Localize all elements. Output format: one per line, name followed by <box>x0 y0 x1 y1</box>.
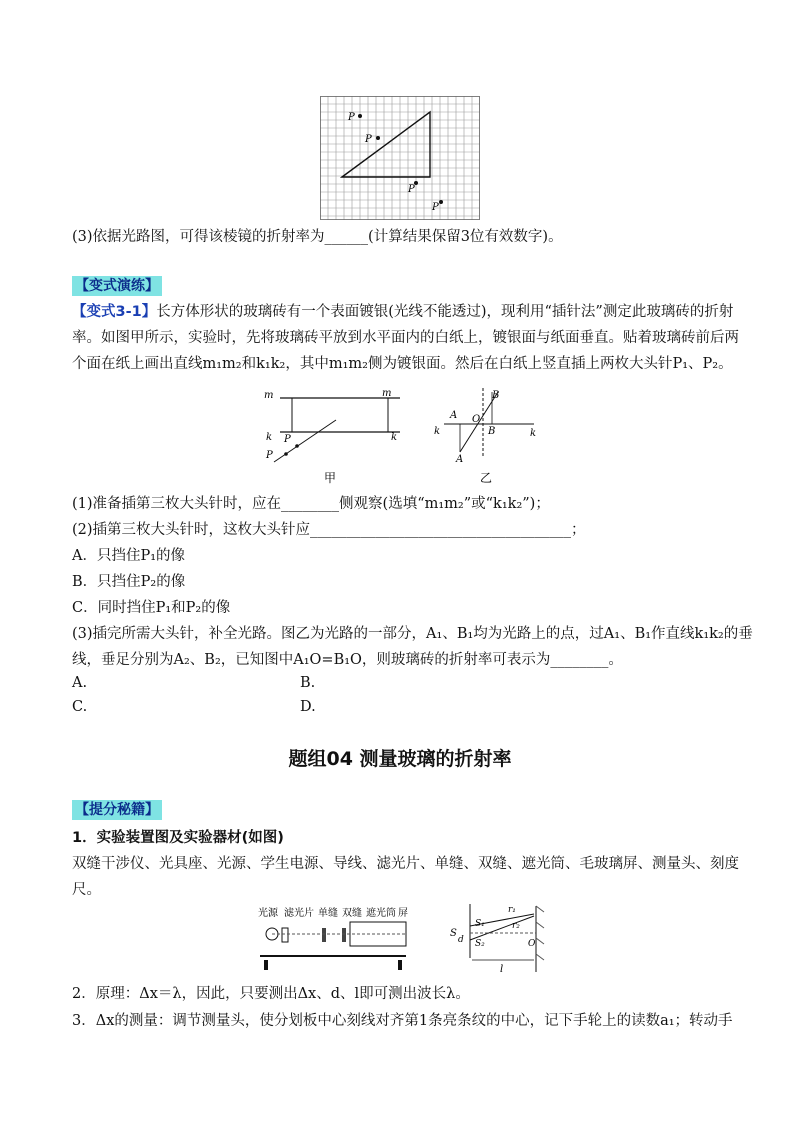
svg-text:k: k <box>391 432 398 443</box>
svg-text:r₁: r₁ <box>508 905 516 915</box>
answer-d: D. <box>300 699 316 715</box>
option-c: C．同时挡住P₁和P₂的像 <box>72 600 231 616</box>
caption-jia: 甲 <box>324 471 337 485</box>
question-1: (1)准备插第三枚大头针时，应在________侧观察(选填“m₁m₂”或“k₁k₂”)； <box>72 496 550 512</box>
option-b: B．只挡住P₂的像 <box>72 574 186 590</box>
section-1-line1: 双缝干涉仪、光具座、光源、学生电源、导线、滤光片、单缝、双缝、遮光筒、毛玻璃屏、测量头、刻度 <box>72 856 739 872</box>
figure-yi <box>432 384 542 488</box>
svg-text:B: B <box>492 390 500 401</box>
svg-text:A: A <box>456 454 464 465</box>
svg-text:r₂: r₂ <box>512 921 520 931</box>
figure-jia <box>262 384 412 488</box>
section-1-line2: 尺。 <box>72 882 101 898</box>
svg-text:单缝: 单缝 <box>318 908 338 919</box>
variant-text-line2: 率。如图甲所示，实验时，先将玻璃砖平放到水平面内的白纸上，镀银面与纸面垂直。贴着玻璃砖前后两 <box>72 330 739 346</box>
svg-text:P: P <box>408 184 415 195</box>
svg-text:l: l <box>500 964 504 975</box>
section-1-title: 1．实验装置图及实验器材(如图) <box>72 830 284 846</box>
question-2: (2)插第三枚大头针时，这枚大头针应____________________________________； <box>72 522 586 538</box>
svg-text:A: A <box>450 410 458 421</box>
svg-text:双缝: 双缝 <box>342 908 362 919</box>
svg-text:P: P <box>365 134 372 145</box>
section-3-measure: 3．Δx的测量：调节测量头，使分划板中心刻线对齐第1条亮条纹的中心，记下手轮上的读数a₁；转动手 <box>72 1013 733 1029</box>
svg-text:k: k <box>266 432 273 443</box>
svg-text:光源: 光源 <box>258 908 278 919</box>
svg-text:k: k <box>434 426 441 437</box>
grid-label-p1: P <box>348 112 355 123</box>
answer-a: A. <box>72 675 88 691</box>
caption-yi: 乙 <box>480 471 493 485</box>
svg-text:S₂: S₂ <box>475 939 485 949</box>
apparatus-figure <box>258 904 408 976</box>
svg-text:S₁: S₁ <box>475 919 485 929</box>
question-3b-line2: 线，垂足分别为A₂、B₂，已知图中A₁O=B₁O，则玻璃砖的折射率可表示为________。 <box>72 652 623 668</box>
svg-text:O: O <box>472 414 481 425</box>
variant-text-line3: 个面在纸上画出直线m₁m₂和k₁k₂，其中m₁m₂侧为镀银面。然后在白纸上竖直插上两枚大头针P₁、P₂。 <box>72 356 733 372</box>
answer-b: B. <box>300 675 316 691</box>
section-2-principle: 2．原理：Δx＝λ，因此，只要测出Δx、d、l即可测出波长λ。 <box>72 986 470 1002</box>
question-3-refraction-index: (3)依据光路图，可得该棱镜的折射率为______(计算结果保留3位有效数字)。 <box>72 229 563 245</box>
svg-text:d: d <box>458 935 464 945</box>
svg-text:S: S <box>450 928 457 939</box>
svg-text:屏: 屏 <box>398 908 408 919</box>
svg-text:m: m <box>382 388 392 399</box>
section-tag-variant: 【变式演练】 <box>72 276 162 296</box>
svg-text:遮光筒: 遮光筒 <box>366 908 396 919</box>
svg-text:P: P <box>266 450 273 461</box>
svg-text:滤光片: 滤光片 <box>284 908 314 919</box>
question-3b-line1: (3)插完所需大头针，补全光路。图乙为光路的一部分，A₁、B₁均为光路上的点，过A₁、B₁作直线k₁k₂的垂 <box>72 626 753 642</box>
section-tag-tips: 【提分秘籍】 <box>72 800 162 820</box>
svg-text:B: B <box>488 426 496 437</box>
svg-text:m: m <box>264 390 274 401</box>
option-a: A．只挡住P₁的像 <box>72 548 186 564</box>
svg-text:P: P <box>432 202 439 213</box>
svg-text:O: O <box>528 939 536 949</box>
answer-c: C. <box>72 699 88 715</box>
grid-figure <box>320 96 480 220</box>
variant-text-line1: 【变式3-1】长方体形状的玻璃砖有一个表面镀银(光线不能透过)，现利用“插针法”测定此玻璃砖的折射 <box>72 304 734 320</box>
svg-text:k: k <box>530 428 537 439</box>
double-slit-figure <box>448 902 548 976</box>
group-title: 题组04 测量玻璃的折射率 <box>288 748 512 770</box>
svg-text:P: P <box>284 434 291 445</box>
